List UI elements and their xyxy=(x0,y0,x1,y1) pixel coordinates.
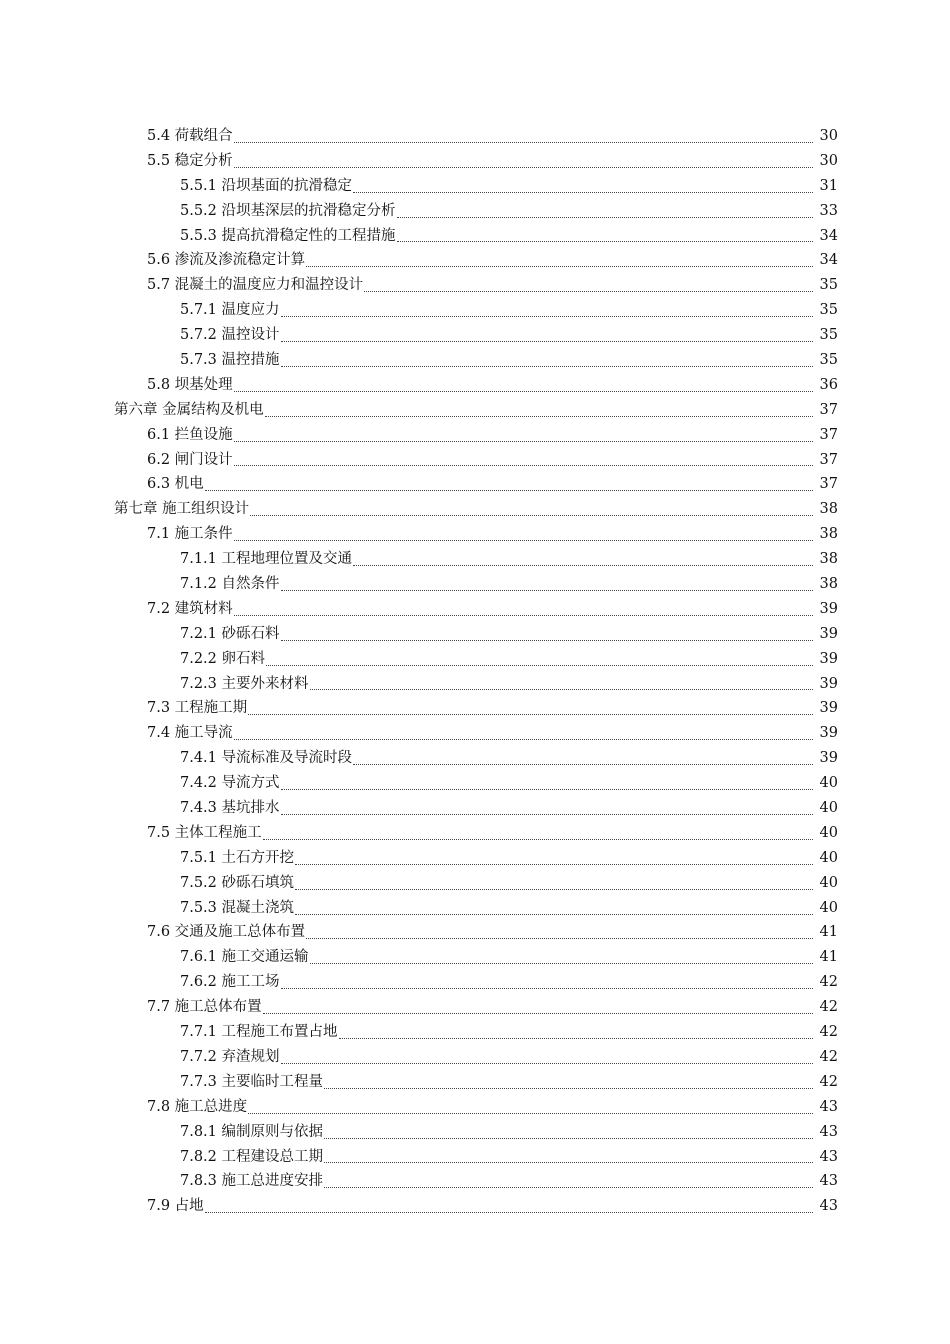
dot-leader xyxy=(281,987,813,989)
dot-leader xyxy=(234,440,813,442)
dot-leader xyxy=(310,962,813,964)
toc-entry-page-number: 34 xyxy=(819,227,838,244)
toc-entry[interactable] xyxy=(0,1120,950,1145)
toc-entry-page-number: 43 xyxy=(819,1148,838,1165)
toc-entry-page-number: 35 xyxy=(819,277,838,294)
toc-entry-title: 7.6 交通及施工总体布置 xyxy=(147,924,306,941)
dot-leader xyxy=(205,489,813,491)
toc-entry[interactable] xyxy=(0,1095,950,1120)
toc-entry[interactable] xyxy=(0,423,950,448)
toc-entry-page-number: 42 xyxy=(819,1024,838,1041)
dot-leader xyxy=(248,713,813,715)
table-of-contents xyxy=(0,124,950,1219)
toc-entry[interactable] xyxy=(0,522,950,547)
toc-entry-page-number: 38 xyxy=(819,501,838,518)
toc-entry-title: 7.5.3 混凝土浇筑 xyxy=(180,899,295,916)
toc-entry-page-number: 39 xyxy=(819,725,838,742)
toc-entry-page-number: 40 xyxy=(819,800,838,817)
toc-entry-title: 5.7.1 温度应力 xyxy=(180,302,280,319)
toc-entry[interactable] xyxy=(0,1169,950,1194)
toc-entry-title: 7.1 施工条件 xyxy=(147,526,233,543)
dot-leader xyxy=(266,664,813,666)
toc-entry-title: 5.5.1 沿坝基面的抗滑稳定 xyxy=(180,177,353,194)
toc-entry-page-number: 42 xyxy=(819,999,838,1016)
toc-entry-title: 7.7.1 工程施工布置占地 xyxy=(180,1024,338,1041)
toc-entry[interactable] xyxy=(0,1145,950,1170)
toc-entry-title: 7.1.2 自然条件 xyxy=(180,576,280,593)
dot-leader xyxy=(281,813,813,815)
toc-entry[interactable] xyxy=(0,771,950,796)
dot-leader xyxy=(353,564,813,566)
toc-entry-page-number: 35 xyxy=(819,302,838,319)
toc-entry-title: 7.4 施工导流 xyxy=(147,725,233,742)
toc-entry-page-number: 35 xyxy=(819,352,838,368)
dot-leader xyxy=(248,1112,813,1114)
toc-entry-page-number: 30 xyxy=(819,127,838,144)
toc-entry-title: 5.5.2 沿坝基深层的抗滑稳定分析 xyxy=(180,202,396,219)
toc-entry[interactable] xyxy=(0,224,950,249)
toc-entry-page-number: 39 xyxy=(819,700,838,717)
toc-entry[interactable] xyxy=(0,896,950,921)
dot-leader xyxy=(295,888,813,890)
dot-leader xyxy=(281,315,813,317)
toc-entry[interactable] xyxy=(0,174,950,199)
toc-entry-title: 7.8 施工总进度 xyxy=(147,1098,248,1115)
dot-leader xyxy=(339,1037,813,1039)
toc-entry-page-number: 38 xyxy=(819,551,838,568)
toc-entry-title: 7.9 占地 xyxy=(147,1198,204,1215)
toc-entry-page-number: 37 xyxy=(819,401,838,418)
dot-leader xyxy=(281,788,813,790)
toc-entry-title: 7.6.1 施工交通运输 xyxy=(180,949,309,966)
dot-leader xyxy=(310,688,813,690)
dot-leader xyxy=(281,639,813,641)
toc-entry-page-number: 43 xyxy=(819,1198,838,1215)
dot-leader xyxy=(234,464,813,466)
toc-entry[interactable] xyxy=(0,547,950,572)
toc-entry-page-number: 34 xyxy=(819,252,838,269)
dot-leader xyxy=(364,290,813,292)
dot-leader xyxy=(234,141,813,143)
toc-entry[interactable] xyxy=(0,497,950,522)
dot-leader xyxy=(281,365,813,367)
toc-entry[interactable] xyxy=(0,199,950,224)
toc-entry-page-number: 31 xyxy=(819,177,838,194)
dot-leader xyxy=(234,166,813,168)
dot-leader xyxy=(295,913,813,915)
toc-entry-title: 7.2.1 砂砾石料 xyxy=(180,625,280,642)
toc-entry[interactable] xyxy=(0,622,950,647)
toc-entry[interactable] xyxy=(0,796,950,821)
toc-entry[interactable] xyxy=(0,273,950,298)
toc-entry[interactable] xyxy=(0,472,950,497)
toc-entry-page-number: 43 xyxy=(819,1123,838,1140)
dot-leader xyxy=(295,863,813,865)
dot-leader xyxy=(397,216,813,218)
toc-entry-page-number: 40 xyxy=(819,899,838,916)
toc-entry-title: 7.2.3 主要外来材料 xyxy=(180,675,309,692)
toc-entry[interactable] xyxy=(0,124,950,149)
toc-entry[interactable] xyxy=(0,871,950,896)
toc-entry[interactable] xyxy=(0,1020,950,1045)
dot-leader xyxy=(265,415,813,417)
toc-entry[interactable] xyxy=(0,970,950,995)
toc-entry-page-number: 39 xyxy=(819,625,838,642)
toc-entry-title: 7.1.1 工程地理位置及交通 xyxy=(180,551,353,568)
dot-leader xyxy=(234,539,813,541)
toc-entry[interactable] xyxy=(0,248,950,273)
toc-entry-title: 5.7 混凝土的温度应力和温控设计 xyxy=(147,277,364,294)
toc-entry-page-number: 40 xyxy=(819,874,838,891)
toc-entry-page-number: 38 xyxy=(819,526,838,543)
dot-leader xyxy=(250,514,813,516)
toc-entry-title: 7.4.2 导流方式 xyxy=(180,775,280,792)
toc-entry[interactable] xyxy=(0,921,950,946)
toc-entry-title: 6.3 机电 xyxy=(147,476,204,493)
toc-entry-page-number: 40 xyxy=(819,824,838,841)
toc-entry-title: 7.7 施工总体布置 xyxy=(147,999,262,1016)
toc-entry-page-number: 40 xyxy=(819,775,838,792)
toc-entry-page-number: 39 xyxy=(819,750,838,767)
dot-leader xyxy=(397,240,813,242)
toc-entry[interactable] xyxy=(0,721,950,746)
toc-entry-title: 7.2.2 卵石料 xyxy=(180,650,266,667)
toc-entry-title: 7.5.2 砂砾石填筑 xyxy=(180,874,295,891)
dot-leader xyxy=(281,1062,813,1064)
toc-entry-title: 7.6.2 施工工场 xyxy=(180,974,280,991)
toc-entry[interactable] xyxy=(0,846,950,871)
toc-entry-page-number: 43 xyxy=(819,1173,838,1190)
dot-leader xyxy=(324,1087,813,1089)
toc-entry-page-number: 42 xyxy=(819,1073,838,1090)
toc-entry-title: 5.7.3 温控措施 xyxy=(180,352,280,368)
dot-leader xyxy=(234,738,813,740)
dot-leader xyxy=(324,1186,813,1188)
toc-entry-title: 5.7.2 温控设计 xyxy=(180,327,280,344)
toc-entry[interactable] xyxy=(0,323,950,348)
toc-entry-title: 7.4.3 基坑排水 xyxy=(180,800,280,817)
toc-entry-page-number: 41 xyxy=(819,949,838,966)
toc-entry-page-number: 36 xyxy=(819,376,838,393)
toc-entry-title: 7.5.1 土石方开挖 xyxy=(180,849,295,866)
toc-entry-title: 5.5.3 提高抗滑稳定性的工程措施 xyxy=(180,227,396,244)
dot-leader xyxy=(263,1012,813,1014)
toc-entry-page-number: 38 xyxy=(819,576,838,593)
dot-leader xyxy=(234,390,813,392)
dot-leader xyxy=(281,340,813,342)
toc-entry-page-number: 40 xyxy=(819,849,838,866)
toc-entry-title: 7.8.3 施工总进度安排 xyxy=(180,1173,324,1190)
toc-entry-title: 5.6 渗流及渗流稳定计算 xyxy=(147,252,306,269)
toc-entry-title: 7.4.1 导流标准及导流时段 xyxy=(180,750,353,767)
toc-entry-title: 7.2 建筑材料 xyxy=(147,600,233,617)
toc-entry[interactable] xyxy=(0,647,950,672)
toc-entry[interactable] xyxy=(0,672,950,697)
dot-leader xyxy=(353,763,813,765)
toc-entry[interactable] xyxy=(0,398,950,423)
toc-entry-title: 6.2 闸门设计 xyxy=(147,451,233,468)
toc-entry-title: 7.8.2 工程建设总工期 xyxy=(180,1148,324,1165)
dot-leader xyxy=(324,1137,813,1139)
dot-leader xyxy=(306,265,813,267)
toc-entry-page-number: 30 xyxy=(819,152,838,169)
toc-entry-page-number: 39 xyxy=(819,650,838,667)
toc-entry[interactable] xyxy=(0,1070,950,1095)
toc-entry[interactable] xyxy=(0,348,950,373)
toc-entry[interactable] xyxy=(0,821,950,846)
toc-entry-title: 7.8.1 编制原则与依据 xyxy=(180,1123,324,1140)
toc-entry-page-number: 42 xyxy=(819,1048,838,1065)
toc-entry[interactable] xyxy=(0,945,950,970)
toc-entry-page-number: 35 xyxy=(819,327,838,344)
toc-entry-title: 7.5 主体工程施工 xyxy=(147,824,262,841)
toc-entry-title: 7.7.3 主要临时工程量 xyxy=(180,1073,324,1090)
toc-entry-title: 5.5 稳定分析 xyxy=(147,152,233,169)
toc-entry-page-number: 43 xyxy=(819,1098,838,1115)
dot-leader xyxy=(324,1161,813,1163)
toc-entry-page-number: 33 xyxy=(819,202,838,219)
toc-entry[interactable] xyxy=(0,1194,950,1219)
toc-entry[interactable] xyxy=(0,597,950,622)
toc-entry-title: 7.7.2 弃渣规划 xyxy=(180,1048,280,1065)
toc-entry[interactable] xyxy=(0,298,950,323)
toc-entry-page-number: 37 xyxy=(819,451,838,468)
toc-entry-page-number: 42 xyxy=(819,974,838,991)
dot-leader xyxy=(205,1211,813,1213)
toc-entry-page-number: 39 xyxy=(819,600,838,617)
toc-entry[interactable] xyxy=(0,696,950,721)
toc-entry[interactable] xyxy=(0,746,950,771)
toc-entry[interactable] xyxy=(0,373,950,398)
toc-entry-page-number: 41 xyxy=(819,924,838,941)
toc-entry[interactable] xyxy=(0,448,950,473)
dot-leader xyxy=(281,589,813,591)
toc-entry[interactable] xyxy=(0,149,950,174)
toc-entry-page-number: 39 xyxy=(819,675,838,692)
toc-entry-title: 7.3 工程施工期 xyxy=(147,700,248,717)
toc-entry-title: 第七章 施工组织设计 xyxy=(114,501,250,518)
toc-entry-page-number: 37 xyxy=(819,476,838,493)
toc-entry-page-number: 37 xyxy=(819,426,838,443)
dot-leader xyxy=(234,614,813,616)
toc-entry[interactable] xyxy=(0,572,950,597)
dot-leader xyxy=(263,838,813,840)
toc-entry-title: 6.1 拦鱼设施 xyxy=(147,426,233,443)
toc-entry[interactable] xyxy=(0,995,950,1020)
toc-entry[interactable] xyxy=(0,1045,950,1070)
toc-entry-title: 5.8 坝基处理 xyxy=(147,376,233,393)
dot-leader xyxy=(353,191,813,193)
toc-entry-title: 第六章 金属结构及机电 xyxy=(114,401,264,418)
toc-entry-title: 5.4 荷载组合 xyxy=(147,127,233,144)
dot-leader xyxy=(306,937,813,939)
